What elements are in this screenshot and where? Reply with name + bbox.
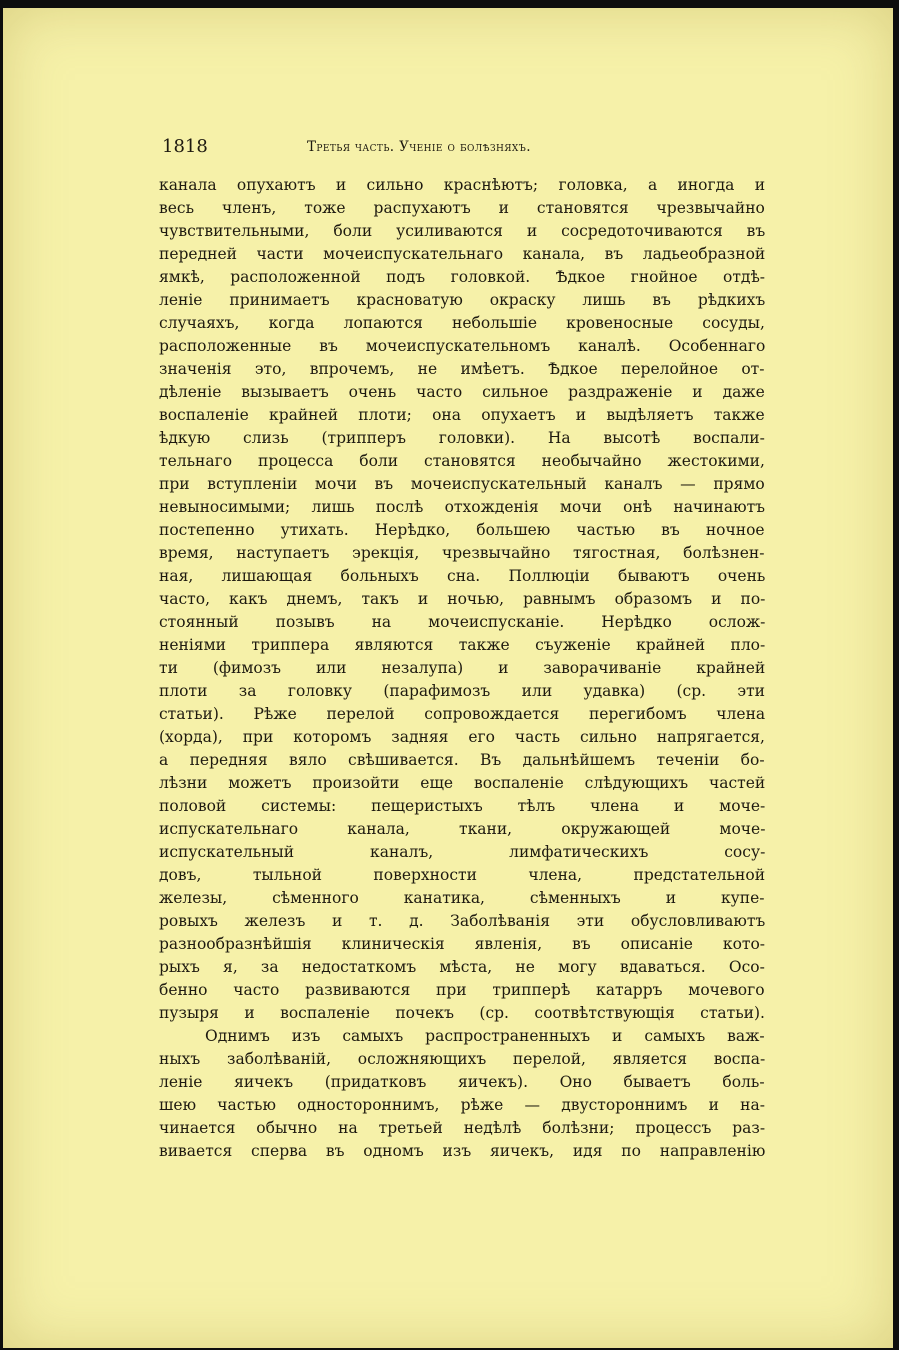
text-line: Однимъ изъ самыхъ распространенныхъ и самыхъ важ- (205, 1027, 765, 1045)
text-line: испускательный каналъ, лимфатическихъ сосу- (159, 843, 765, 861)
text-line: вивается сперва въ одномъ изъ яичекъ, идя по направленiю (159, 1142, 765, 1160)
text-line: ная, лишающая больныхъ сна. Поллюцiи бываютъ очень (159, 567, 765, 585)
text-line: значенiя это, впрочемъ, не имѣетъ. Ѣдкое перелойное от- (159, 360, 765, 378)
text-line: пузыря и воспаленiе почекъ (ср. соотвѣтствующiя статьи). (159, 1004, 765, 1022)
text-line: лѣзни можетъ произойти еще воспаленiе слѣдующихъ частей (159, 774, 765, 792)
running-title: Третья часть. Ученiе о болѣзняхъ. (307, 139, 531, 155)
text-line: чинается обычно на третьей недѣлѣ болѣзни; процессъ раз- (159, 1119, 765, 1137)
text-line: стоянный позывъ на мочеиспусканiе. Нерѣдко ослож- (159, 613, 765, 631)
text-line: шею частью одностороннимъ, рѣже — двустороннимъ и на- (159, 1096, 765, 1114)
text-line: ленiе принимаетъ красноватую окраску лишь въ рѣдкихъ (159, 291, 765, 309)
text-line: разнообразнѣйшiя клиническiя явленiя, въ описанiе кото- (159, 935, 765, 953)
text-line: при вступленiи мочи въ мочеиспускательный каналъ — прямо (159, 475, 765, 493)
text-line: довъ, тыльной поверхности члена, предстательной (159, 866, 765, 884)
text-line: время, наступаетъ эрекцiя, чрезвычайно тягостная, болѣзнен- (159, 544, 765, 562)
text-line: половой системы: пещеристыхъ тѣлъ члена и моче- (159, 797, 765, 815)
text-line: плоти за головку (парафимозъ или удавка) (ср. эти (159, 682, 765, 700)
page-header (162, 136, 762, 166)
text-line: расположенные въ мочеиспускательномъ каналѣ. Особеннаго (159, 337, 765, 355)
text-line: а передняя вяло свѣшивается. Въ дальнѣйшемъ теченiи бо- (159, 751, 765, 769)
text-line: невыносимыми; лишь послѣ отхожденiя мочи онѣ начинаютъ (159, 498, 765, 516)
text-line: ныхъ заболѣванiй, осложняющихъ перелой, является воспа- (159, 1050, 765, 1068)
text-line: бенно часто развиваются при трипперѣ катарръ мочевого (159, 981, 765, 999)
text-line: ровыхъ железъ и т. д. Заболѣванiя эти обусловливаютъ (159, 912, 765, 930)
text-line: ѣдкую слизь (трипперъ головки). На высотѣ воспали- (159, 429, 765, 447)
text-line: дѣленiе вызываетъ очень часто сильное раздраженiе и даже (159, 383, 765, 401)
text-line: ямкѣ, расположенной подъ головкой. Ѣдкое гнойное отдѣ- (159, 268, 765, 286)
text-line: воспаленiе крайней плоти; она опухаетъ и выдѣляетъ также (159, 406, 765, 424)
text-line: рыхъ я, за недостаткомъ мѣста, не могу вдаваться. Осо- (159, 958, 765, 976)
text-line: случаяхъ, когда лопаются небольшiе кровеносные сосуды, (159, 314, 765, 332)
text-line: постепенно утихать. Нерѣдко, большею частью въ ночное (159, 521, 765, 539)
text-line: статьи). Рѣже перелой сопровождается перегибомъ члена (159, 705, 765, 723)
body-text (159, 174, 765, 1163)
text-line: железы, сѣменного канатика, сѣменныхъ и купе- (159, 889, 765, 907)
text-line: чувствительными, боли усиливаются и сосредоточиваются въ (159, 222, 765, 240)
text-line: часто, какъ днемъ, такъ и ночью, равнымъ образомъ и по- (159, 590, 765, 608)
text-line: передней части мочеиспускательнаго канала, въ ладьеобразной (159, 245, 765, 263)
text-line: канала опухаютъ и сильно краснѣютъ; головка, а иногда и (159, 176, 765, 194)
text-line: ленiе яичекъ (придатковъ яичекъ). Оно бываетъ боль- (159, 1073, 765, 1091)
text-line: тельнаго процесса боли становятся необычайно жестокими, (159, 452, 765, 470)
text-line: испускательнаго канала, ткани, окружающей моче- (159, 820, 765, 838)
text-line: весь членъ, тоже распухаютъ и становятся чрезвычайно (159, 199, 765, 217)
text-line: ненiями триппера являются также съуженiе крайней пло- (159, 636, 765, 654)
page-number: 1818 (162, 136, 208, 157)
text-line: ти (фимозъ или незалупа) и заворачиванiе крайней (159, 659, 765, 677)
text-line: (хорда), при которомъ задняя его часть сильно напрягается, (159, 728, 765, 746)
